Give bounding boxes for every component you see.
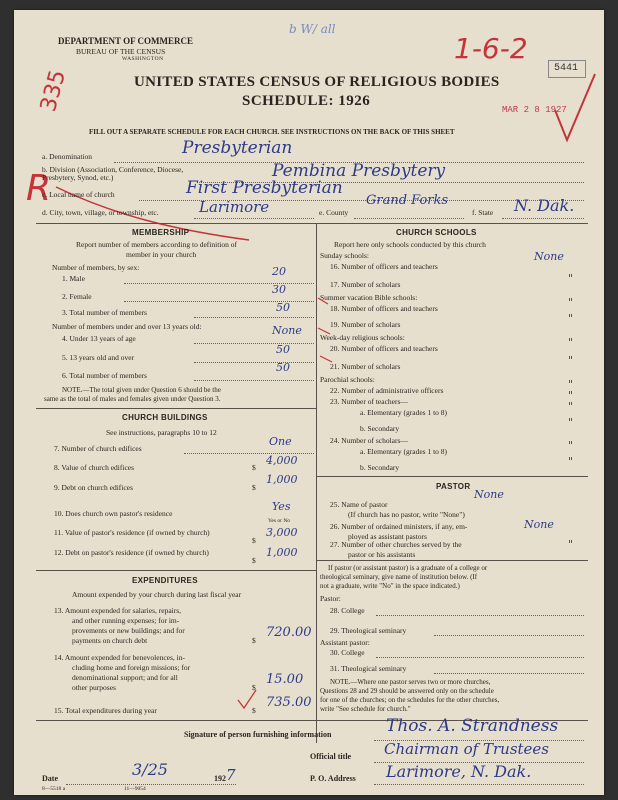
q13-line-4: payments on church debt xyxy=(72,636,148,645)
schools-heading: CHURCH SCHOOLS xyxy=(396,228,477,237)
membership-note-2: same as the total of males and females given under Question 3. xyxy=(44,395,221,403)
q20-ditto: " xyxy=(568,336,574,349)
dollar-sign-14: $ xyxy=(252,683,256,692)
margin-number: 335 xyxy=(36,67,72,115)
q18-label: 18. Number of officers and teachers xyxy=(330,304,438,313)
local-name-label: c. Local name of church xyxy=(42,190,115,199)
division-value: Pembina Presbytery xyxy=(272,161,446,181)
q13-line-2: and other running expenses; for im- xyxy=(72,616,180,625)
q26-line-1: 26. Number of ordained ministers, if any, em- xyxy=(330,522,468,531)
q21-ditto: " xyxy=(568,354,574,367)
form-instruction: FILL OUT A SEPARATE SCHEDULE FOR EACH CHURCH. SEE INSTRUCTIONS ON THE BACK OF THIS SHEET xyxy=(89,128,455,136)
total-members-age-label: 6. Total number of members xyxy=(62,371,147,380)
q17-ditto: " xyxy=(568,272,574,285)
total-members-label: 3. Total number of members xyxy=(62,308,147,317)
schools-intro: Report here only schools conducted by this church xyxy=(334,240,486,249)
q13-line-3: provements or new buildings; and for xyxy=(72,626,185,635)
po-address-value: Larimore, N. Dak. xyxy=(386,762,532,781)
edifices-debt-value: 1,000 xyxy=(266,473,298,486)
q31-label: 31. Theological seminary xyxy=(330,664,407,673)
grad-note-1: If pastor (or assistant pastor) is a graduate of a college or xyxy=(328,564,488,572)
weekday-schools-label: Week-day religious schools: xyxy=(320,333,405,342)
signature-label: Signature of person furnishing information xyxy=(184,730,332,739)
members-by-sex-label: Number of members, by sex: xyxy=(52,263,140,272)
residence-value-label: 11. Value of pastor's residence (if owned by church) xyxy=(54,528,210,537)
membership-note-1: NOTE.—The total given under Question 6 should be the xyxy=(62,386,221,394)
q24b-label: b. Secondary xyxy=(360,463,400,472)
census-schedule-sheet xyxy=(14,10,604,795)
q19-label: 19. Number of scholars xyxy=(330,320,401,329)
owns-residence-label: 10. Does church own pastor's residence xyxy=(54,509,173,518)
q23-label: 23. Number of teachers— xyxy=(330,397,408,406)
female-value: 30 xyxy=(272,283,286,296)
official-title-label: Official title xyxy=(310,752,352,761)
male-label: 1. Male xyxy=(62,274,85,283)
pastor-note-3: for one of the churches; on the schedules for the other churches, xyxy=(320,696,500,704)
grad-note-3: not a graduate, write "No" in the space indicated.) xyxy=(320,582,460,590)
q25-label: 25. Name of pastor xyxy=(330,500,388,509)
print-number: 11—9054 xyxy=(124,786,146,792)
under-13-value: None xyxy=(272,324,302,337)
top-hand-number: 1-6-2 xyxy=(454,32,528,65)
q14-value: 15.00 xyxy=(266,672,304,687)
pastor-note-1: NOTE.—Where one pastor serves two or more churches, xyxy=(330,678,491,686)
pastor-note-2: Questions 28 and 29 should be answered only on the schedule xyxy=(320,687,494,695)
q15-label: 15. Total expenditures during year xyxy=(54,706,157,715)
stamp-number: 5441 xyxy=(554,63,579,74)
q18-ditto: " xyxy=(568,296,574,309)
residence-debt-label: 12. Debt on pastor's residence (if owned by church) xyxy=(54,548,209,557)
edifices-value-value: 4,000 xyxy=(266,454,298,467)
division-label: b. Division (Association, Conference, Diocese, Presbytery, Synod, etc.) xyxy=(42,165,184,182)
year-digit: 7 xyxy=(226,766,236,784)
po-address-label: P. O. Address xyxy=(310,774,356,783)
local-name-value: First Presbyterian xyxy=(186,178,343,198)
membership-intro-2: member in your church xyxy=(126,250,197,259)
q19-ditto: " xyxy=(568,312,574,325)
sunday-schools-label: Sunday schools: xyxy=(320,251,369,260)
under-13-label: 4. Under 13 years of age xyxy=(62,334,136,343)
denomination-label: a. Denomination xyxy=(42,152,92,161)
total-members-value: 50 xyxy=(276,301,290,314)
q24a-label: a. Elementary (grades 1 to 8) xyxy=(360,447,448,456)
q16-value: None xyxy=(534,250,564,263)
assistant-pastor-label: Assistant pastor: xyxy=(320,638,370,647)
county-value: Grand Forks xyxy=(366,193,449,208)
state-value: N. Dak. xyxy=(514,196,575,215)
edifices-debt-label: 9. Debt on church edifices xyxy=(54,483,133,492)
dollar-sign-11: $ xyxy=(252,536,256,545)
pastor-note-4: write "See schedule for church." xyxy=(320,705,411,713)
q25-value: None xyxy=(474,488,504,501)
members-by-age-label: Number of members under and over 13 years old: xyxy=(52,322,202,331)
q29-label: 29. Theological seminary xyxy=(330,626,407,635)
buildings-heading: CHURCH BUILDINGS xyxy=(122,413,208,422)
date-label: Date xyxy=(42,774,58,783)
city-label: d. City, town, village, or township, etc. xyxy=(42,208,159,217)
q27-value: " xyxy=(568,538,574,551)
q28-label: 28. College xyxy=(330,606,365,615)
q24b-ditto: " xyxy=(568,455,574,468)
signature-value: Thos. A. Strandness xyxy=(386,716,559,736)
q30-label: 30. College xyxy=(330,648,365,657)
q13-value: 720.00 xyxy=(266,625,312,640)
q23-ditto: " xyxy=(568,389,574,402)
q24a-ditto: " xyxy=(568,439,574,452)
q14-line-1: 14. Amount expended for benevolences, in- xyxy=(54,653,186,662)
q23b-label: b. Secondary xyxy=(360,424,400,433)
summer-schools-label: Summer vacation Bible schools: xyxy=(320,293,418,302)
red-tick-marks xyxy=(314,288,344,378)
dollar-sign-12: $ xyxy=(252,556,256,565)
city-value: Larimore xyxy=(199,198,270,216)
owns-residence-value: Yes xyxy=(272,500,291,513)
parochial-schools-label: Parochial schools: xyxy=(320,375,375,384)
q15-value: 735.00 xyxy=(266,695,312,710)
q22-label: 22. Number of administrative officers xyxy=(330,386,444,395)
grad-note-2: theological seminary, give name of institution below. (If xyxy=(320,573,478,581)
bureau-name: BUREAU OF THE CENSUS xyxy=(76,47,166,56)
female-label: 2. Female xyxy=(62,292,92,301)
form-number: 8—5518 a xyxy=(42,786,66,792)
over-13-label: 5. 13 years old and over xyxy=(62,353,135,362)
q26-value: None xyxy=(524,518,554,531)
q20-label: 20. Number of officers and teachers xyxy=(330,344,438,353)
expenditures-heading: EXPENDITURES xyxy=(132,576,198,585)
q27-line-2: pastor or his assistants xyxy=(348,550,416,559)
q22-ditto: " xyxy=(568,378,574,391)
q23a-ditto: " xyxy=(568,400,574,413)
q14-line-3: denominational support; and for all xyxy=(72,673,178,682)
dollar-sign-8: $ xyxy=(252,463,256,472)
official-title-value: Chairman of Trustees xyxy=(384,740,550,758)
edifices-value-label: 8. Value of church edifices xyxy=(54,463,135,472)
q13-line-1: 13. Amount expended for salaries, repairs, xyxy=(54,606,182,615)
buildings-intro: See instructions, paragraphs 10 to 12 xyxy=(106,428,217,437)
date-value: 3/25 xyxy=(132,760,168,779)
denomination-value: Presbyterian xyxy=(182,138,293,158)
form-title: UNITED STATES CENSUS OF RELIGIOUS BODIES xyxy=(134,74,500,90)
q14-line-4: other purposes xyxy=(72,683,116,692)
q23a-label: a. Elementary (grades 1 to 8) xyxy=(360,408,448,417)
received-stamp: MAR 2 8 1927 xyxy=(502,105,567,115)
pastor-heading: PASTOR xyxy=(436,482,471,491)
residence-value-value: 3,000 xyxy=(266,526,298,539)
q26-line-2: ployed as assistant pastors xyxy=(348,532,427,541)
pastor-sub-label: Pastor: xyxy=(320,594,341,603)
q27-line-1: 27. Number of other churches served by the xyxy=(330,540,462,549)
expenditures-intro: Amount expended by your church during last fiscal year xyxy=(72,590,242,599)
margin-letter: R xyxy=(26,168,52,209)
dollar-sign-9: $ xyxy=(252,483,256,492)
q17-label: 17. Number of scholars xyxy=(330,280,401,289)
red-check-small xyxy=(236,688,260,712)
q21-label: 21. Number of scholars xyxy=(330,362,401,371)
top-scrawl: b W/ all xyxy=(289,22,336,36)
edifices-count-label: 7. Number of church edifices xyxy=(54,444,142,453)
state-label: f. State xyxy=(472,208,494,217)
q24-label: 24. Number of scholars— xyxy=(330,436,408,445)
total-members-age-value: 50 xyxy=(276,361,290,374)
residence-debt-value: 1,000 xyxy=(266,546,298,559)
department-name: DEPARTMENT OF COMMERCE xyxy=(58,36,194,46)
dollar-sign-15: $ xyxy=(252,706,256,715)
year-printed: 192 xyxy=(214,774,226,783)
yes-no-hint: Yes or No xyxy=(268,518,291,524)
membership-intro-1: Report number of members according to definition of xyxy=(76,240,237,249)
form-schedule: SCHEDULE: 1926 xyxy=(242,93,371,109)
q14-line-2: cluding home and foreign missions; for xyxy=(72,663,191,672)
city-name: WASHINGTON xyxy=(122,56,164,62)
dollar-sign-13: $ xyxy=(252,636,256,645)
q16-label: 16. Number of officers and teachers xyxy=(330,262,438,271)
q25-hint: (If church has no pastor, write "None") xyxy=(348,510,465,519)
edifices-count-value: One xyxy=(269,435,292,448)
county-label: e. County xyxy=(319,208,349,217)
male-value: 20 xyxy=(272,265,286,278)
q23b-ditto: " xyxy=(568,416,574,429)
over-13-value: 50 xyxy=(276,343,290,356)
membership-heading: MEMBERSHIP xyxy=(132,228,190,237)
